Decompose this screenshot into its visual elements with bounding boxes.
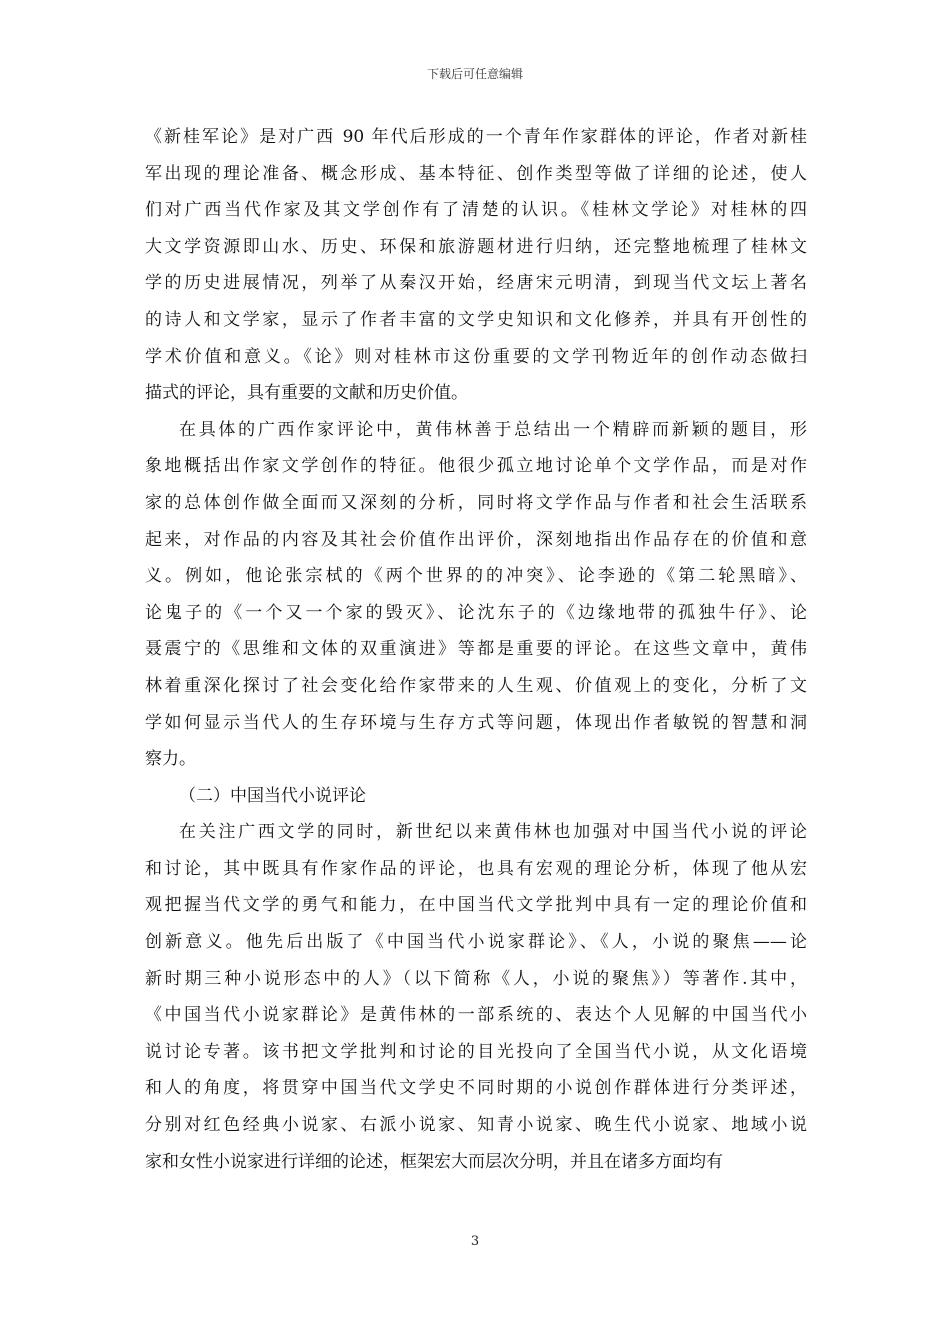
text-line: 新时期三种小说形态中的人》（以下简称《人，小说的聚焦》）等著作.其中， (145, 968, 807, 989)
text-line: 分别对红色经典小说家、右派小说家、知青小说家、晚生代小说家、地域小说 (145, 1115, 807, 1136)
document-body (145, 119, 807, 1180)
text-line: 军出现的理论准备、概念形成、基本特征、创作类型等做了详细的论述，使人 (145, 163, 807, 184)
text-line: 的诗人和文学家，显示了作者丰富的文学史知识和文化修养，并具有开创性的 (145, 309, 807, 330)
text-line: 《新桂军论》是对广西 90 年代后形成的一个青年作家群体的评论，作者对新桂 (145, 127, 807, 147)
text-line: 在具体的广西作家评论中，黄伟林善于总结出一个精辟而新颖的题目，形 (179, 419, 807, 440)
text-line: 家的总体创作做全面而又深刻的分析，同时将文学作品与作者和社会生活联系 (145, 492, 807, 513)
paragraph (145, 814, 807, 1180)
text-line: 学的历史进展情况，列举了从秦汉开始，经唐宋元明清，到现当代文坛上著名 (145, 273, 807, 294)
text-line: 察力。 (145, 749, 196, 770)
text-line: 象地概括出作家文学创作的特征。他很少孤立地讨论单个文学作品，而是对作 (145, 456, 807, 477)
text-line: 在关注广西文学的同时，新世纪以来黄伟林也加强对中国当代小说的评论 (179, 822, 807, 843)
text-line: 描式的评论，具有重要的文献和历史价值。 (145, 383, 468, 404)
text-line: 和讨论，其中既具有作家作品的评论，也具有宏观的理论分析，体现了他从宏 (145, 858, 807, 879)
text-line: 创新意义。他先后出版了《中国当代小说家群论》、《人，小说的聚焦——论 (145, 932, 807, 953)
paragraph (145, 119, 807, 412)
section-heading (145, 778, 807, 815)
text-line: 说讨论专著。该书把文学批判和讨论的目光投向了全国当代小说，从文化语境 (145, 1041, 807, 1062)
text-line: 和人的角度，将贯穿中国当代文学史不同时期的小说创作群体进行分类评述， (145, 1078, 807, 1099)
text-line: 《中国当代小说家群论》是黄伟林的一部系统的、表达个人见解的中国当代小 (145, 1005, 807, 1026)
page-number: 3 (470, 1234, 480, 1249)
text-line: 观把握当代文学的勇气和能力，在中国当代文学批判中具有一定的理论价值和 (145, 895, 807, 916)
paragraph (145, 412, 807, 778)
text-line: 们对广西当代作家及其文学创作有了清楚的认识。《桂林文学论》对桂林的四 (145, 200, 807, 221)
text-line: 论鬼子的《一个又一个家的毁灭》、论沈东子的《边缘地带的孤独牛仔》、论 (145, 602, 807, 623)
text-line: 义。例如，他论张宗栻的《两个世界的的冲突》、论李逊的《第二轮黑暗》、 (145, 566, 807, 587)
text-line: 学术价值和意义。《论》则对桂林市这份重要的文学刊物近年的创作动态做扫 (145, 346, 807, 367)
text-line: 林着重深化探讨了社会变化给作家带来的人生观、价值观上的变化，分析了文 (145, 675, 807, 696)
text-line: 大文学资源即山水、历史、环保和旅游题材进行归纳，还完整地梳理了桂林文 (145, 236, 807, 257)
text-line: 家和女性小说家进行详细的论述，框架宏大而层次分明，并且在诸多方面均有 (145, 1151, 723, 1172)
text-line: 起来，对作品的内容及其社会价值作出评价，深刻地指出作品存在的价值和意 (145, 529, 807, 550)
text-line: 学如何显示当代人的生存环境与生存方式等问题，体现出作者敏锐的智慧和洞 (145, 712, 807, 733)
text-line: 聂震宁的《思维和文体的双重演进》等都是重要的评论。在这些文章中，黄伟 (145, 639, 807, 660)
heading-text: （二）中国当代小说评论 (179, 785, 366, 806)
page-header: 下载后可任意编辑 (426, 67, 523, 81)
